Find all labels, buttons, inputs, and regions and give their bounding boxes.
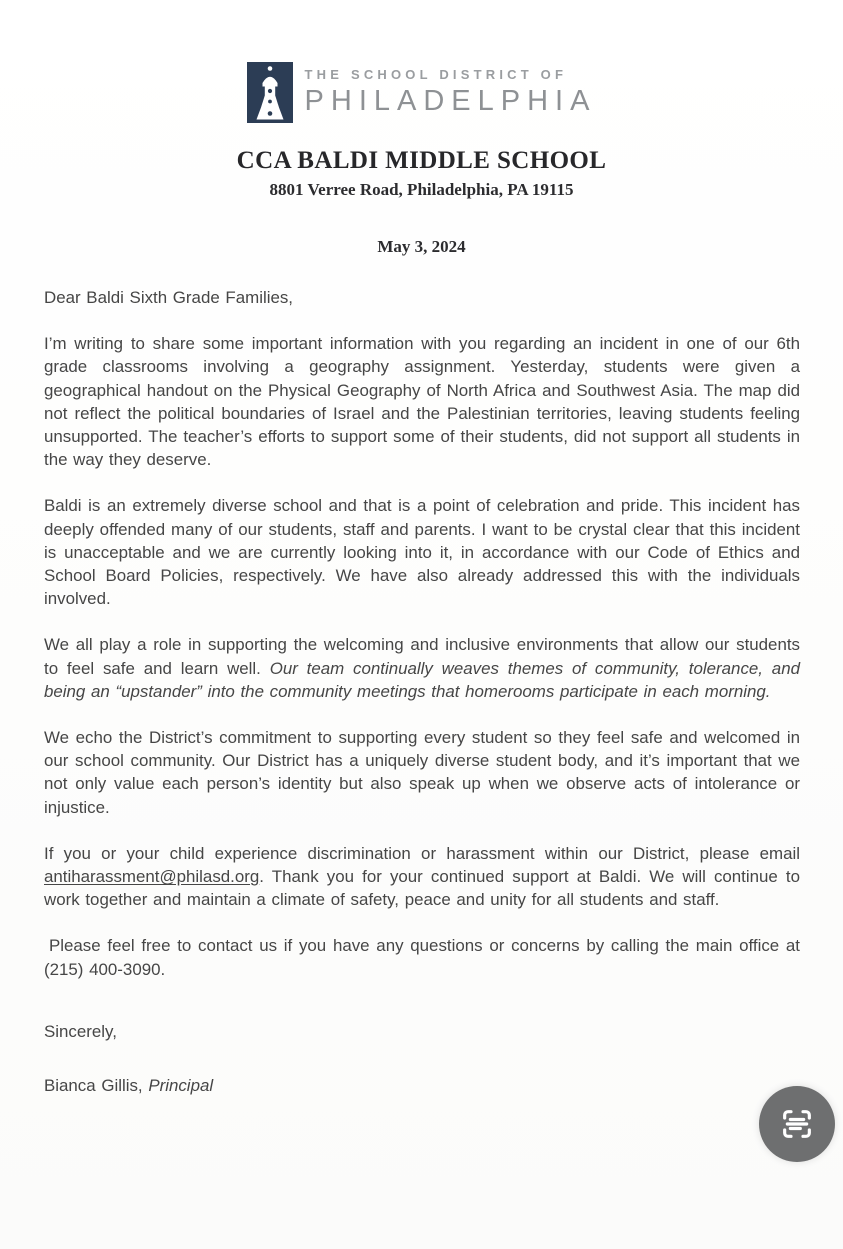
letter-paragraphs	[44, 332, 800, 981]
closing: Sincerely,	[44, 1021, 117, 1041]
paragraph	[44, 633, 800, 703]
school-address: 8801 Verree Road, Philadelphia, PA 19115	[269, 180, 574, 199]
signature-line	[44, 1074, 800, 1097]
school-name: CCA BALDI MIDDLE SCHOOL	[236, 147, 607, 174]
email-link[interactable]: antiharassment@philasd.org	[44, 867, 260, 887]
text-segment: . Thank you for your continued support at Baldi. We will continue to work together and maintain a climate of safety, peace and unity for all students and staff.	[44, 867, 800, 910]
letter-date: May 3, 2024	[377, 237, 466, 256]
scan-text-button[interactable]	[759, 1086, 835, 1162]
district-logo-text	[305, 67, 597, 118]
paragraph	[44, 494, 800, 610]
text-segment: Bianca Gillis,	[44, 1076, 149, 1096]
text-segment: Principal	[148, 1076, 214, 1096]
text-segment: Please feel free to contact us if you have any questions or concerns by calling the main office at (215) 400-3090.	[44, 936, 800, 979]
salutation: Dear Baldi Sixth Grade Families,	[44, 288, 294, 307]
district-name-small: THE SCHOOL DISTRICT OF	[304, 67, 568, 82]
district-name-large: PHILADELPHIA	[304, 85, 597, 117]
text-segment: I’m writing to share some important information with you regarding an incident in one of our 6th grade classrooms involving a geography assignment. Yesterday, students were given a geographical handout on the Physical Geography of North Africa and Southwest Asia. The map did not reflect the political boundaries of Israel and the Palestinian territories, leaving students feeling unsupported. The teacher’s efforts to support some of their students, did not support all students in the way they deserve.	[44, 334, 800, 470]
letter-body	[44, 286, 800, 1097]
text-scan-icon	[777, 1104, 817, 1144]
text-segment: Our team continually weaves themes of community, tolerance, and being an “upstander” into the community meetings that homerooms participate in each morning.	[44, 658, 800, 701]
paragraph	[44, 842, 800, 912]
letter-header	[0, 0, 843, 257]
district-logo	[247, 62, 597, 123]
text-segment: We all play a role in supporting the welcoming and inclusive environments that allow our students to feel safe and learn well.	[44, 635, 800, 678]
text-segment: If you or your child experience discrimination or harassment within our District, please email	[44, 843, 800, 863]
text-segment: We echo the District’s commitment to supporting every student so they feel safe and welcomed in our school community. Our District has a uniquely diverse student body, and it’s important that we not only value each person’s identity but also speak up when we observe acts of intolerance or injustice.	[44, 728, 800, 817]
paragraph	[44, 934, 800, 980]
paragraph	[44, 332, 800, 471]
text-segment: Baldi is an extremely diverse school and that is a point of celebration and pride. This incident has deeply offended many of our students, staff and parents. I want to be crystal clear that this incident is unacceptable and we are currently looking into it, in accordance with our Code of Ethics and School Board Policies, respectively. We have also already addressed this with the individuals involved.	[44, 496, 800, 609]
paragraph	[44, 726, 800, 819]
district-logo-mark-icon	[247, 62, 293, 123]
